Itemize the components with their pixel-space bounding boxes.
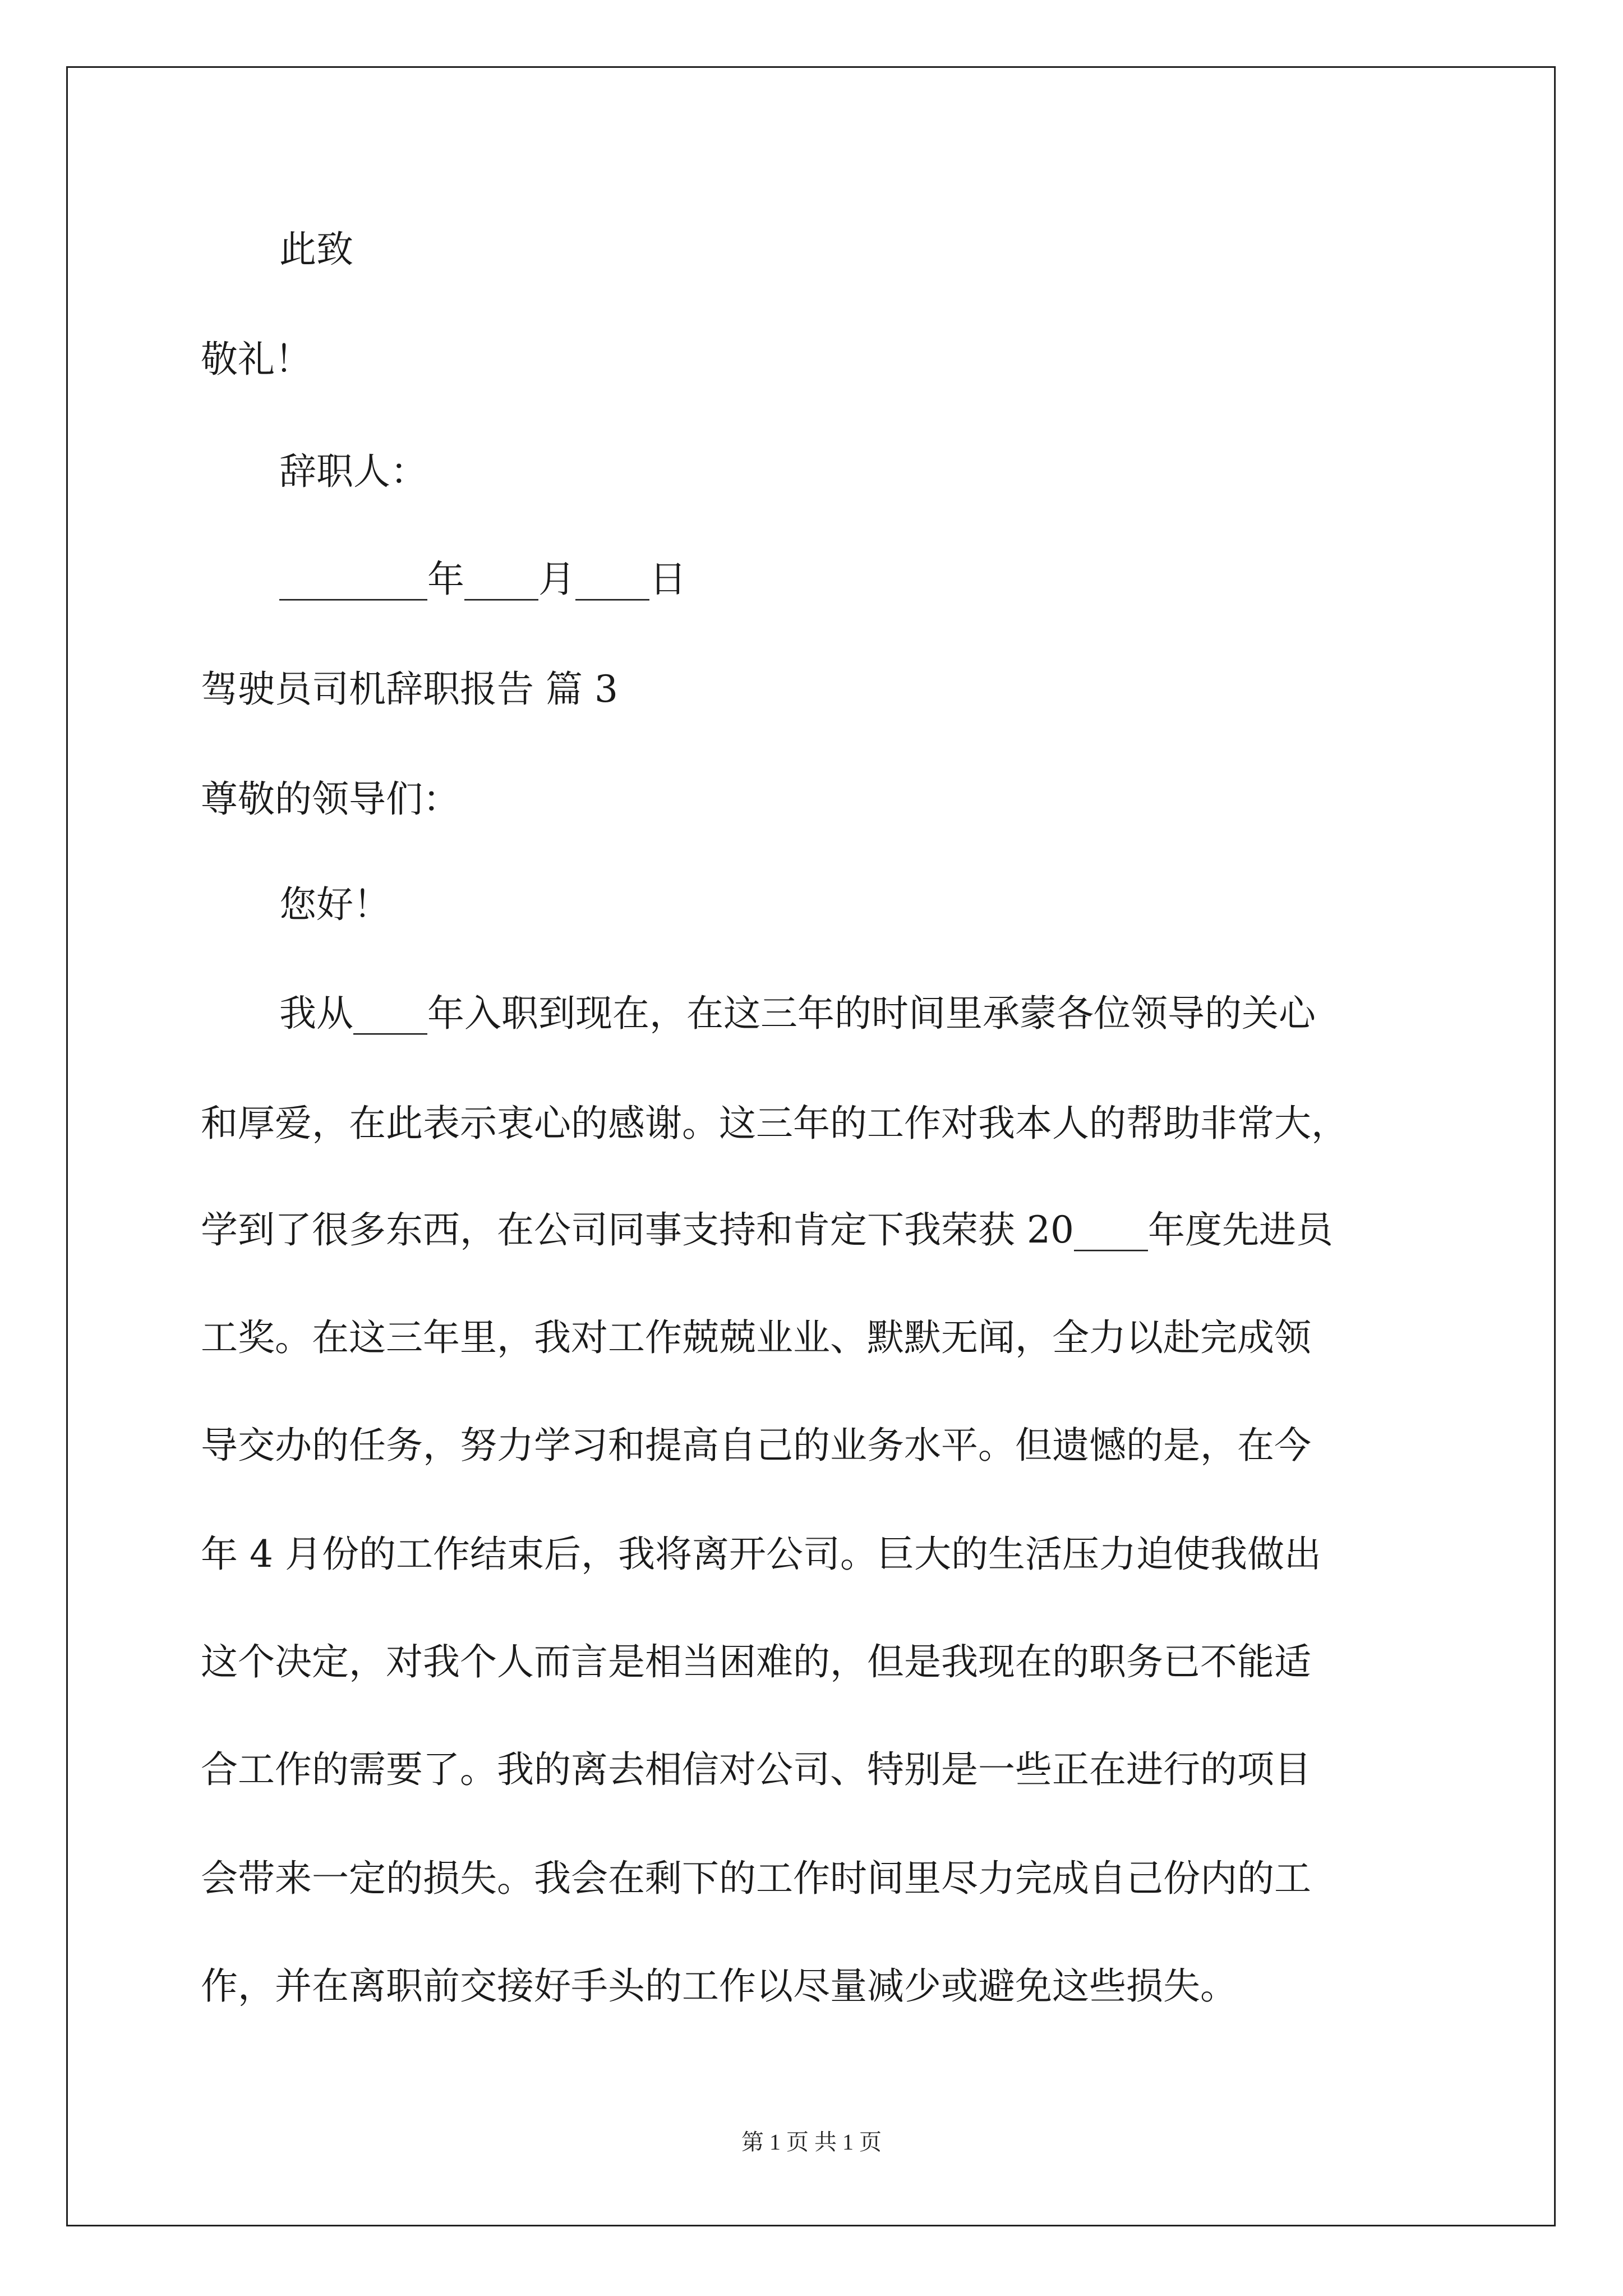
signer-label: 辞职人： [279, 450, 427, 493]
closing-text: 此致 [279, 228, 353, 271]
body-line: 会带来一定的损失。我会在剩下的工作时间里尽力完成自己份内的工 [201, 1857, 1311, 1900]
salute-text: 敬礼！ [201, 338, 312, 381]
body-line: 工奖。在这三年里，我对工作兢兢业业、默默无闻，全力以赴完成领 [201, 1316, 1311, 1359]
body-line: 我从____年入职到现在，在这三年的时间里承蒙各位领导的关心 [279, 992, 1316, 1035]
date-line: ________年____月____日 [279, 558, 686, 601]
hello-text: 您好！ [279, 883, 390, 926]
section-title: 驾驶员司机辞职报告 篇 3 [201, 668, 618, 711]
body-line: 年 4 月份的工作结束后，我将离开公司。巨大的生活压力迫使我做出 [201, 1533, 1321, 1576]
body-line: 合工作的需要了。我的离去相信对公司、特别是一些正在进行的项目 [201, 1748, 1311, 1791]
page-footer: 第 1 页 共 1 页 [741, 2129, 882, 2155]
body-line: 和厚爱，在此表示衷心的感谢。这三年的工作对我本人的帮助非常大， [201, 1102, 1348, 1145]
body-line: 作，并在离职前交接好手头的工作以尽量减少或避免这些损失。 [201, 1964, 1237, 2008]
page-border [66, 66, 1556, 2226]
body-line: 这个决定，对我个人而言是相当困难的，但是我现在的职务已不能适 [201, 1640, 1311, 1683]
greeting-text: 尊敬的领导们： [201, 777, 460, 821]
body-line: 导交办的任务，努力学习和提高自己的业务水平。但遗憾的是，在今 [201, 1424, 1311, 1467]
body-line: 学到了很多东西，在公司同事支持和肯定下我荣获 20____年度先进员 [201, 1208, 1333, 1251]
